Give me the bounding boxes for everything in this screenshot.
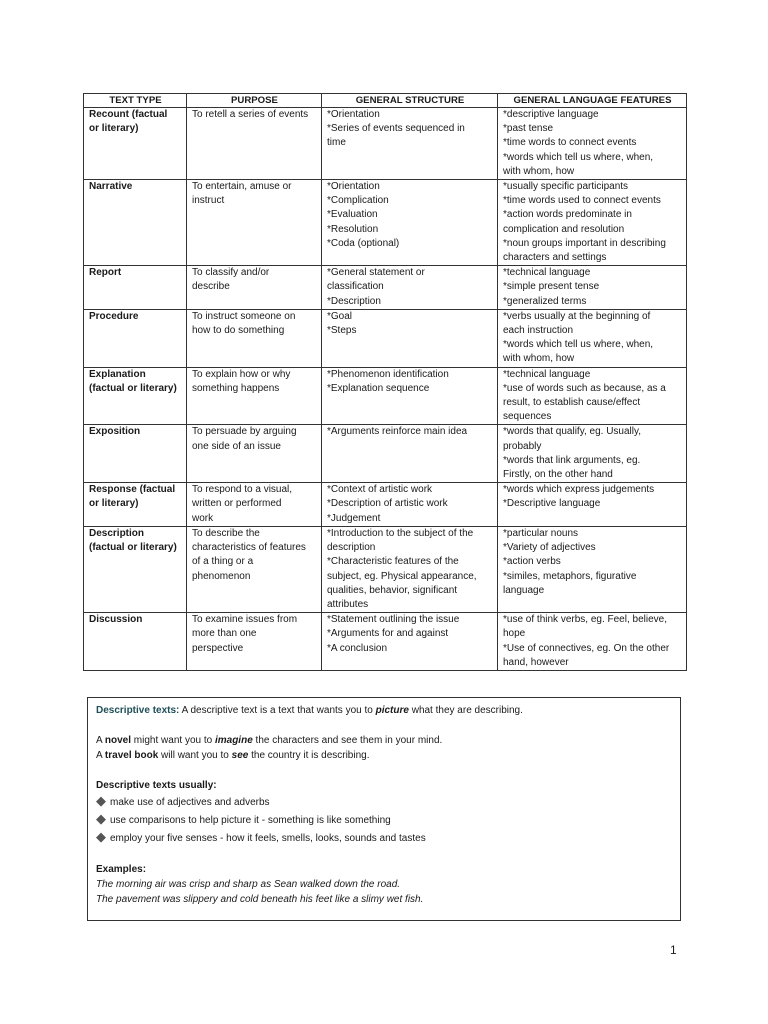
cell-line: how to do something — [192, 325, 285, 337]
header-purpose: PURPOSE — [187, 94, 322, 108]
purpose-cell — [187, 108, 322, 180]
cell-line: *Statement outlining the issue — [327, 614, 460, 626]
cell-line: *Descriptive language — [503, 498, 601, 510]
cell-line: To examine issues from — [192, 614, 298, 626]
cell-line: instruct — [192, 195, 225, 207]
cell-line: *use of words such as because, as a — [503, 382, 666, 394]
cell-line: To retell a series of events — [192, 109, 309, 120]
header-text-type: TEXT TYPE — [84, 94, 187, 108]
cell-line: *Arguments reinforce main idea — [327, 426, 468, 438]
purpose-cell — [187, 425, 322, 483]
table-row — [84, 483, 687, 527]
cell-line: To classify and/or — [192, 267, 270, 279]
usually-heading: Descriptive texts usually: — [96, 780, 217, 791]
structure-cell — [322, 180, 498, 266]
novel-post: the characters and see them in your mind. — [252, 735, 443, 746]
purpose-cell — [187, 180, 322, 266]
example-sentence: The pavement was slippery and cold beneath his feet like a slimy wet fish. — [96, 894, 424, 905]
features-cell — [498, 309, 687, 367]
table-row — [84, 309, 687, 367]
cell-line: *particular nouns — [503, 527, 579, 539]
features-cell — [498, 367, 687, 425]
example-sentence: The morning air was crisp and sharp as Sean walked down the road. — [96, 879, 401, 890]
cell-line: *usually specific participants — [503, 181, 629, 193]
cell-line: perspective — [192, 642, 244, 654]
novel-emphasis: imagine — [214, 735, 253, 746]
features-cell — [498, 425, 687, 483]
structure-cell — [322, 526, 498, 612]
cell-line: one side of an issue — [192, 440, 281, 452]
cell-line: Response (factual — [89, 484, 176, 496]
cell-line: Narrative — [89, 181, 133, 193]
cell-line: work — [192, 512, 214, 524]
bullet-text: employ your five senses - how it feels, smells, looks, sounds and tastes — [110, 833, 426, 844]
features-cell — [498, 180, 687, 266]
cell-line: *A conclusion — [327, 642, 388, 654]
cell-line: *Arguments for and against — [327, 628, 449, 640]
bullet-text: make use of adjectives and adverbs — [110, 797, 270, 808]
cell-line: *time words used to connect events — [503, 195, 661, 207]
text-type-cell — [84, 266, 187, 310]
cell-line: *Series of events sequenced in — [327, 123, 465, 135]
cell-line: or literary) — [89, 498, 139, 510]
cell-line: sequences — [503, 411, 552, 423]
cell-line: *Judgement — [327, 512, 381, 524]
text-type-cell — [84, 425, 187, 483]
intro-post: what they are describing. — [408, 705, 523, 716]
cell-line: *action words predominate in — [503, 209, 632, 221]
cell-line: Exposition — [89, 426, 141, 438]
cell-line: *Resolution — [327, 223, 379, 235]
cell-line: *Description — [327, 295, 381, 307]
cell-line: hand, however — [503, 656, 569, 668]
cell-line: time — [327, 137, 346, 149]
table-row — [84, 266, 687, 310]
cell-line: *Goal — [327, 310, 353, 322]
cell-line: Firstly, on the other hand — [503, 469, 613, 481]
structure-cell — [322, 309, 498, 367]
intro-emphasis: picture — [375, 705, 409, 716]
cell-line: *Context of artistic work — [327, 484, 433, 496]
cell-line: *Variety of adjectives — [503, 542, 596, 554]
travel-post: the country it is describing. — [248, 750, 370, 761]
cell-line: *words that qualify, eg. Usually, — [503, 426, 642, 438]
cell-line: description — [327, 542, 376, 554]
bullet-list — [96, 793, 672, 847]
cell-line: probably — [503, 440, 542, 452]
cell-line: *words which tell us where, when, — [503, 339, 654, 351]
cell-line: *Characteristic features of the — [327, 556, 459, 568]
cell-line: hope — [503, 628, 526, 640]
intro-pre: A descriptive text is a text that wants you to — [179, 705, 376, 716]
purpose-cell — [187, 613, 322, 671]
cell-line: *simple present tense — [503, 281, 600, 293]
structure-cell — [322, 266, 498, 310]
table-row — [84, 526, 687, 612]
text-types-table — [83, 93, 687, 671]
cell-line: To respond to a visual, — [192, 484, 293, 496]
cell-line: characteristics of features — [192, 542, 306, 554]
cell-line: subject, eg. Physical appearance, — [327, 570, 477, 582]
cell-line: qualities, behavior, significant — [327, 584, 458, 596]
cell-line: To instruct someone on — [192, 310, 296, 322]
cell-line: classification — [327, 281, 384, 293]
header-general-structure: GENERAL STRUCTURE — [322, 94, 498, 108]
cell-line: *Use of connectives, eg. On the other — [503, 642, 670, 654]
cell-line: Discussion — [89, 614, 143, 626]
cell-line: (factual or literary) — [89, 382, 177, 394]
travel-bold: travel book — [104, 750, 159, 761]
text-type-cell — [84, 483, 187, 527]
cell-line: *descriptive language — [503, 109, 599, 120]
cell-line: *noun groups important in describing — [503, 237, 666, 249]
cell-line: *technical language — [503, 267, 591, 279]
text-type-cell — [84, 309, 187, 367]
table-row — [84, 613, 687, 671]
cell-line: Recount (factual — [89, 109, 168, 120]
cell-line: Explanation — [89, 368, 146, 380]
cell-line: with whom, how — [503, 353, 575, 365]
cell-line: *Orientation — [327, 181, 380, 193]
cell-line: of a thing or a — [192, 556, 254, 568]
intro-line — [96, 703, 672, 718]
bullet-item — [96, 829, 672, 847]
structure-cell — [322, 367, 498, 425]
purpose-cell — [187, 483, 322, 527]
cell-line: Procedure — [89, 310, 139, 322]
cell-line: *General statement or — [327, 267, 425, 279]
cell-line: phenomenon — [192, 570, 251, 582]
cell-line: To entertain, amuse or — [192, 181, 292, 193]
cell-line: complication and resolution — [503, 223, 625, 235]
cell-line: *Introduction to the subject of the — [327, 527, 474, 539]
features-cell — [498, 266, 687, 310]
text-type-cell — [84, 526, 187, 612]
cell-line: result, to establish cause/effect — [503, 397, 641, 409]
cell-line: language — [503, 584, 545, 596]
novel-bold: novel — [104, 735, 132, 746]
table-header-row — [84, 94, 687, 108]
cell-line: *Phenomenon identification — [327, 368, 449, 380]
travel-line — [96, 748, 672, 763]
features-cell — [498, 526, 687, 612]
table-row — [84, 108, 687, 180]
cell-line: *Description of artistic work — [327, 498, 448, 510]
descriptive-texts-box — [87, 697, 681, 921]
cell-line: To persuade by arguing — [192, 426, 297, 438]
header-language-features: GENERAL LANGUAGE FEATURES — [498, 94, 687, 108]
cell-line: more than one — [192, 628, 257, 640]
features-cell — [498, 108, 687, 180]
bullet-item — [96, 793, 672, 811]
novel-pre: A — [96, 735, 105, 746]
cell-line: *Complication — [327, 195, 389, 207]
travel-emphasis: see — [231, 750, 249, 761]
diamond-bullet-icon: ◆ — [96, 793, 106, 808]
cell-line: *words which tell us where, when, — [503, 151, 654, 163]
cell-line: each instruction — [503, 325, 574, 337]
purpose-cell — [187, 309, 322, 367]
cell-line: *action verbs — [503, 556, 561, 568]
cell-line: characters and settings — [503, 252, 607, 264]
cell-line: attributes — [327, 598, 369, 610]
cell-line: *Steps — [327, 325, 357, 337]
text-type-cell — [84, 367, 187, 425]
page-number: 1 — [670, 943, 677, 957]
cell-line: *use of think verbs, eg. Feel, believe, — [503, 614, 667, 626]
examples-list — [96, 877, 672, 907]
cell-line: or literary) — [89, 123, 139, 135]
table-row — [84, 180, 687, 266]
table-body — [84, 108, 687, 671]
cell-line: (factual or literary) — [89, 542, 177, 554]
cell-line: with whom, how — [503, 165, 575, 177]
examples-heading: Examples: — [96, 864, 147, 875]
structure-cell — [322, 425, 498, 483]
cell-line: *Orientation — [327, 109, 380, 120]
cell-line: Description — [89, 527, 145, 539]
features-cell — [498, 483, 687, 527]
purpose-cell — [187, 367, 322, 425]
novel-line — [96, 733, 672, 748]
cell-line: describe — [192, 281, 230, 293]
text-type-cell — [84, 108, 187, 180]
cell-line: To explain how or why — [192, 368, 291, 380]
cell-line: *generalized terms — [503, 295, 587, 307]
table-row — [84, 367, 687, 425]
structure-cell — [322, 108, 498, 180]
cell-line: To describe the — [192, 527, 260, 539]
cell-line: *Coda (optional) — [327, 237, 400, 249]
cell-line: *technical language — [503, 368, 591, 380]
bullet-item — [96, 811, 672, 829]
cell-line: *verbs usually at the beginning of — [503, 310, 651, 322]
cell-line: *words that link arguments, eg. — [503, 454, 641, 466]
cell-line: *similes, metaphors, figurative — [503, 570, 637, 582]
box-heading: Descriptive texts: — [96, 705, 180, 716]
text-type-cell — [84, 613, 187, 671]
purpose-cell — [187, 266, 322, 310]
cell-line: *past tense — [503, 123, 554, 135]
cell-line: something happens — [192, 382, 280, 394]
cell-line: *Explanation sequence — [327, 382, 430, 394]
bullet-text: use comparisons to help picture it - something is like something — [110, 815, 391, 826]
travel-pre: A — [96, 750, 105, 761]
text-type-cell — [84, 180, 187, 266]
cell-line: written or performed — [192, 498, 282, 510]
cell-line: *time words to connect events — [503, 137, 637, 149]
travel-mid: will want you to — [158, 750, 232, 761]
novel-mid: might want you to — [131, 735, 215, 746]
diamond-bullet-icon: ◆ — [96, 829, 106, 844]
purpose-cell — [187, 526, 322, 612]
table-row — [84, 425, 687, 483]
cell-line: Report — [89, 267, 122, 279]
structure-cell — [322, 613, 498, 671]
features-cell — [498, 613, 687, 671]
structure-cell — [322, 483, 498, 527]
cell-line: *words which express judgements — [503, 484, 655, 496]
diamond-bullet-icon: ◆ — [96, 811, 106, 826]
cell-line: *Evaluation — [327, 209, 378, 221]
